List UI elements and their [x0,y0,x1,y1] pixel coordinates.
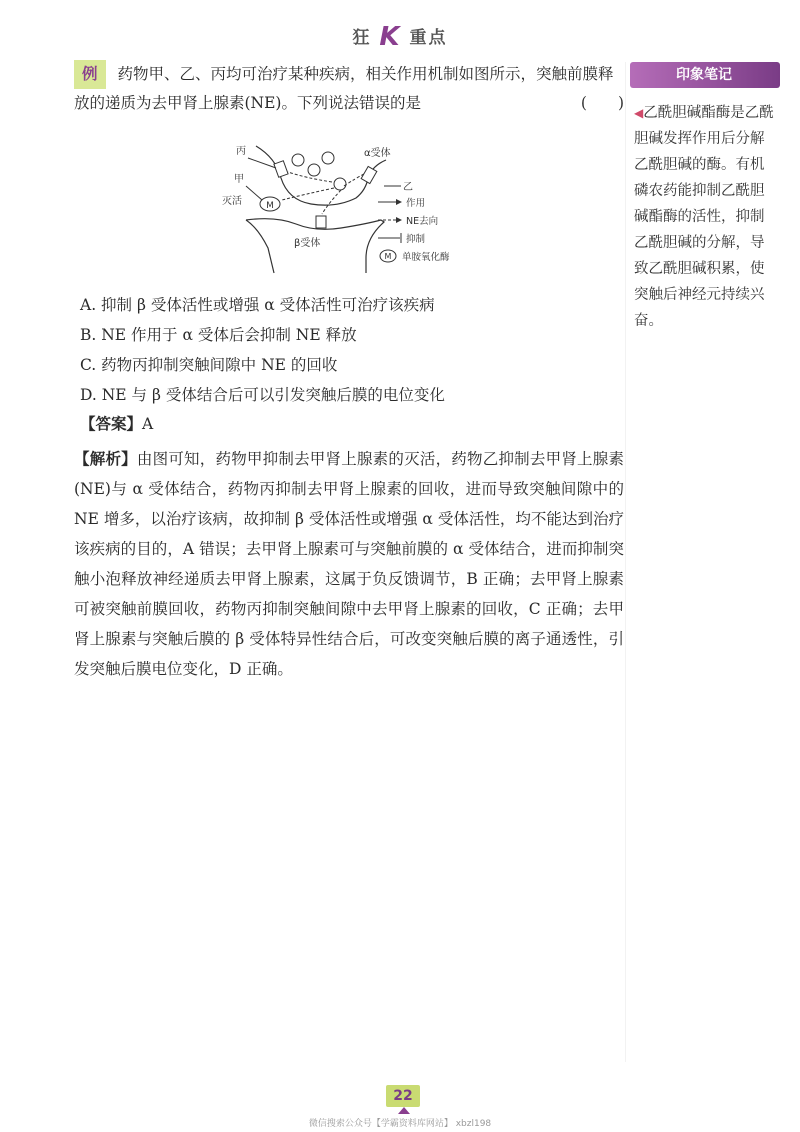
page-number: 22 [386,1085,420,1107]
legend-mao: 单胺氧化酶 [402,252,450,263]
label-beta: β受体 [294,238,321,249]
mao-label: M [266,201,274,211]
vesicle [292,154,304,166]
answer-line [80,412,153,434]
sidebar-note-text: 乙酰胆碱酯酶是乙酰胆碱发挥作用后分解乙酰胆碱的酶。有机磷农药能抑制乙酰胆碱酯酶的活性，抑制乙酰胆碱的分解，导致乙酰胆碱积累，使突触后神经元持续兴奋。 [634,105,774,329]
options-list [80,290,620,410]
legend-zuoyong: 作用 [406,198,426,209]
sidebar-note [634,100,774,334]
postsynaptic-membrane-left [246,220,274,273]
label-jia: 甲 [234,174,244,185]
option-d: D. NE 与 β 受体结合后可以引发突触后膜的电位变化 [80,386,445,404]
vesicle [308,164,320,176]
question-block [74,60,624,118]
note-marker-icon: ◀ [634,106,644,120]
label-alpha: α受体 [364,148,391,159]
legend-ne: NE去向 [406,216,439,227]
transporter [274,161,288,178]
page-number-marker [398,1107,410,1114]
ne-path [322,190,341,214]
label-miehuo: 灭活 [222,196,242,207]
sidebar-title: 印象笔记 [630,62,780,88]
option-c: C. 药物丙抑制突触间隙中 NE 的回收 [80,356,338,374]
ne-path [288,172,332,182]
explanation-label: 【解析】 [74,450,137,468]
alpha-receptor [361,166,377,183]
footer-text: 微信搜索公众号【学霸资料库网站】 xbzl198 [308,1119,492,1129]
legend-yizhi: 抑制 [406,234,426,245]
explanation-block [74,444,624,684]
header-k-logo: K [379,22,402,52]
legend-m-symbol: M [384,252,392,261]
beta-receptor [316,216,326,228]
drug-jia-line [246,186,262,200]
label-yi: 乙 [403,182,413,193]
answer-paren: ( ) [580,94,624,112]
option-a: A. 抑制 β 受体活性或增强 α 受体活性可治疗该疾病 [80,296,435,314]
header-text-right: 重点 [409,28,448,48]
label-bing: 丙 [236,146,246,157]
footer-watermark [0,1116,800,1129]
answer-value: A [142,415,154,433]
vesicle [322,152,334,164]
question-stem [74,60,624,118]
synapse-diagram [216,138,466,278]
answer-label: 【答案】 [80,414,143,433]
example-tag: 例 [74,60,106,89]
ne-path [344,174,364,186]
page-header-title [0,22,800,52]
vesicle [334,178,346,190]
question-text: 药物甲、乙、丙均可治疗某种疾病，相关作用机制如图所示，突触前膜释放的递质为去甲肾上腺素(NE)。下列说法错误的是 [74,65,614,112]
option-b: B. NE 作用于 α 受体后会抑制 NE 释放 [80,326,357,344]
header-text-left: 狂 [352,28,372,48]
explanation-text: 由图可知，药物甲抑制去甲肾上腺素的灭活，药物乙抑制去甲肾上腺素(NE)与 α 受体结合，药物丙抑制去甲肾上腺素的回收，进而导致突触间隙中的 NE 增多，以治疗该病，故抑制 β 受体活性或增强 α 受体活性，均不能达到治疗该疾病的目的，A 错误；去甲肾上腺素可与突触前膜的 α 受体结合，进而抑制突触小泡释放神经递质去甲肾上腺素，这属于负反馈调节，B 正确；去甲肾上腺素可被突触前膜回收，药物丙抑制突触间隙中去甲肾上腺素的回收，C 正确；去甲肾上腺素与突触后膜的 β 受体特异性结合后，可改变突触后膜的离子通透性，引发突触后膜电位变化，D 正确。 [74,450,624,678]
margin-divider [625,62,626,1062]
